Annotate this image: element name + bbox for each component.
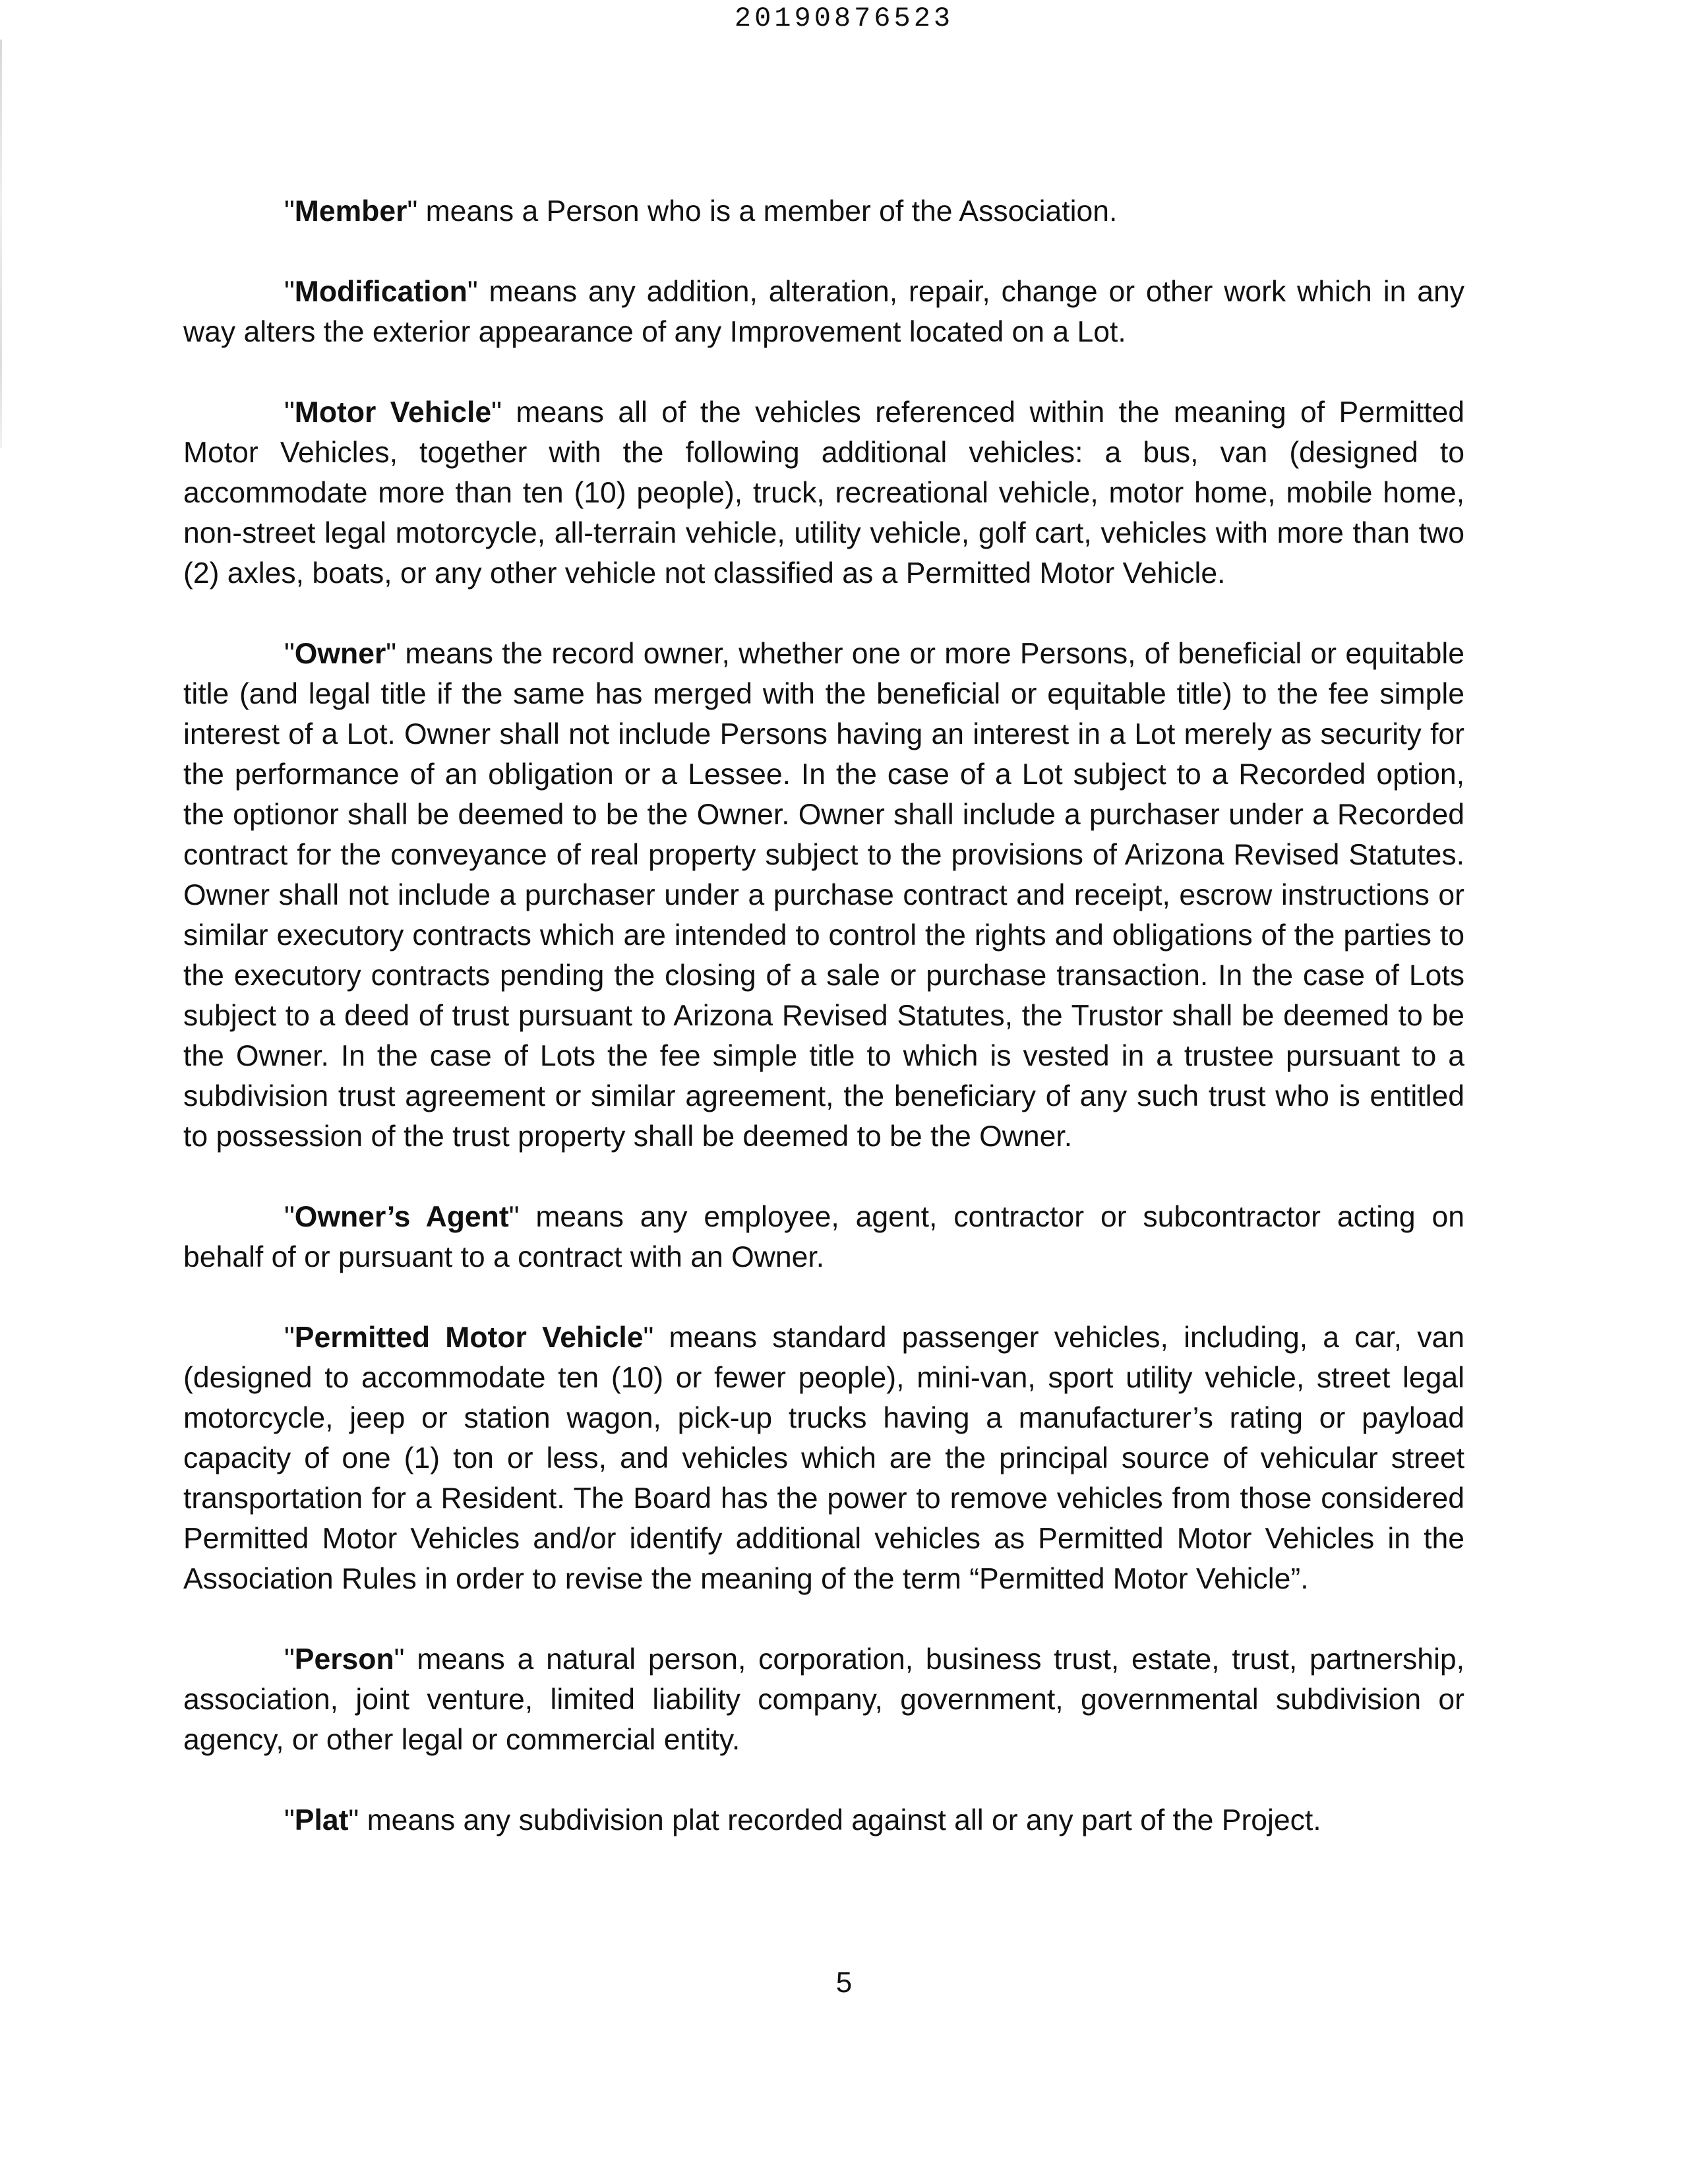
defined-term: Plat	[294, 1804, 349, 1836]
definition-text: means any employee, agent, contractor or subcontractor acting on behalf of or pursuant to a contract with an Owner.	[183, 1201, 1464, 1273]
definitions-section	[183, 191, 1464, 1840]
page-number: 5	[835, 1966, 853, 1999]
defined-term: Modification	[294, 276, 467, 308]
definition-modification: "Modification" means any addition, alteration, repair, change or other work which in any way alters the exterior appearance of any Improvement located on a Lot.	[183, 276, 1464, 348]
defined-term: Owner’s Agent	[294, 1201, 509, 1233]
definition-plat: "Plat" means any subdivision plat recorded against all or any part of the Project.	[284, 1804, 1321, 1836]
defined-term: Member	[294, 195, 407, 228]
definition-text: means the record owner, whether one or more Persons, of beneficial or equitable title (and legal title if the same has merged with the beneficial or equitable title) to the fee simple interest of a Lot. Owner shall not include Persons having an interest in a Lot merely as security for the performance of an obligation or a Lessee. In the case of a Lot subject to a Recorded option, the optionor shall be deemed to be the Owner. Owner shall include a purchaser under a Recorded contract for the conveyance of real property subject to the provisions of Arizona Revised Statutes. Owner shall not include a purchaser under a purchase contract and receipt, escrow instructions or similar executory contracts which are intended to control the rights and obligations of the parties to the executory contracts pending the closing of a sale or purchase transaction. In the case of Lots subject to a deed of trust pursuant to Arizona Revised Statutes, the Trustor shall be deemed to be the Owner. In the case of Lots the fee simple title to which is vested in a trustee pursuant to a subdivision trust agreement or similar agreement, the beneficiary of any such trust who is entitled to possession of the trust property shall be deemed to be the Owner.	[183, 638, 1464, 1153]
definition-member: "Member" means a Person who is a member of the Association.	[284, 195, 1118, 228]
defined-term: Motor Vehicle	[294, 396, 492, 429]
definition-text: means any subdivision plat recorded against all or any part of the Project.	[359, 1804, 1321, 1836]
definition-owner: "Owner" means the record owner, whether one or more Persons, of beneficial or equitable title (and legal title if the same has merged with the beneficial or equitable title) to the fee simple interest of a Lot. Owner shall not include Persons having an interest in a Lot merely as security for the performance of an obligation or a Lessee. In the case of a Lot subject to a Recorded option, the optionor shall be deemed to be the Owner. Owner shall include a purchaser under a Recorded contract for the conveyance of real property subject to the provisions of Arizona Revised Statutes. Owner shall not include a purchaser under a purchase contract and receipt, escrow instructions or similar executory contracts which are intended to control the rights and obligations of the parties to the executory contracts pending the closing of a sale or purchase transaction. In the case of Lots subject to a deed of trust pursuant to Arizona Revised Statutes, the Trustor shall be deemed to be the Owner. In the case of Lots the fee simple title to which is vested in a trustee pursuant to a subdivision trust agreement or similar agreement, the beneficiary of any such trust who is entitled to possession of the trust property shall be deemed to be the Owner.	[183, 638, 1464, 1153]
definition-text: means standard passenger vehicles, including, a car, van (designed to accommodate ten (10) or fewer people), mini-van, sport utility vehicle, street legal motorcycle, jeep or station wagon, pick-up trucks having a manufacturer’s rating or payload capacity of one (1) ton or less, and vehicles which are the principal source of vehicular street transportation for a Resident. The Board has the power to remove vehicles from those considered Permitted Motor Vehicles and/or identify additional vehicles as Permitted Motor Vehicles in the Association Rules in order to revise the meaning of the term “Permitted Motor Vehicle”.	[183, 1321, 1464, 1595]
definition-owners-agent: "Owner’s Agent" means any employee, agent, contractor or subcontractor acting on behalf of or pursuant to a contract with an Owner.	[183, 1201, 1464, 1273]
defined-term: Permitted Motor Vehicle	[294, 1321, 644, 1354]
definition-text: means a natural person, corporation, business trust, estate, trust, partnership, association, joint venture, limited liability company, government, governmental subdivision or agency, or other legal or commercial entity.	[183, 1643, 1464, 1756]
definition-text: means all of the vehicles referenced within the meaning of Permitted Motor Vehicles, together with the following additional vehicles: a bus, van (designed to accommodate more than ten (10) people), truck, recreational vehicle, motor home, mobile home, non-street legal motorcycle, all-terrain vehicle, utility vehicle, golf cart, vehicles with more than two (2) axles, boats, or any other vehicle not classified as a Permitted Motor Vehicle.	[183, 396, 1464, 590]
definition-text: means any addition, alteration, repair, change or other work which in any way alters the exterior appearance of any Improvement located on a Lot.	[183, 276, 1464, 348]
defined-term: Person	[294, 1643, 394, 1676]
recording-number: 20190876523	[734, 3, 954, 34]
definition-person: "Person" means a natural person, corporation, business trust, estate, trust, partnership, association, joint venture, limited liability company, government, governmental subdivision or agency, or other legal or commercial entity.	[183, 1643, 1464, 1756]
definition-text: means a Person who is a member of the Association.	[417, 195, 1118, 228]
scan-edge-artifact	[0, 40, 2, 448]
definition-motor-vehicle: "Motor Vehicle" means all of the vehicles referenced within the meaning of Permitted Motor Vehicles, together with the following additional vehicles: a bus, van (designed to accommodate more than ten (10) people), truck, recreational vehicle, motor home, mobile home, non-street legal motorcycle, all-terrain vehicle, utility vehicle, golf cart, vehicles with more than two (2) axles, boats, or any other vehicle not classified as a Permitted Motor Vehicle.	[183, 396, 1464, 590]
defined-term: Owner	[294, 638, 386, 670]
definition-permitted-motor-vehicle: "Permitted Motor Vehicle" means standard passenger vehicles, including, a car, van (designed to accommodate ten (10) or fewer people), mini-van, sport utility vehicle, street legal motorcycle, jeep or station wagon, pick-up trucks having a manufacturer’s rating or payload capacity of one (1) ton or less, and vehicles which are the principal source of vehicular street transportation for a Resident. The Board has the power to remove vehicles from those considered Permitted Motor Vehicles and/or identify additional vehicles as Permitted Motor Vehicles in the Association Rules in order to revise the meaning of the term “Permitted Motor Vehicle”.	[183, 1321, 1464, 1595]
